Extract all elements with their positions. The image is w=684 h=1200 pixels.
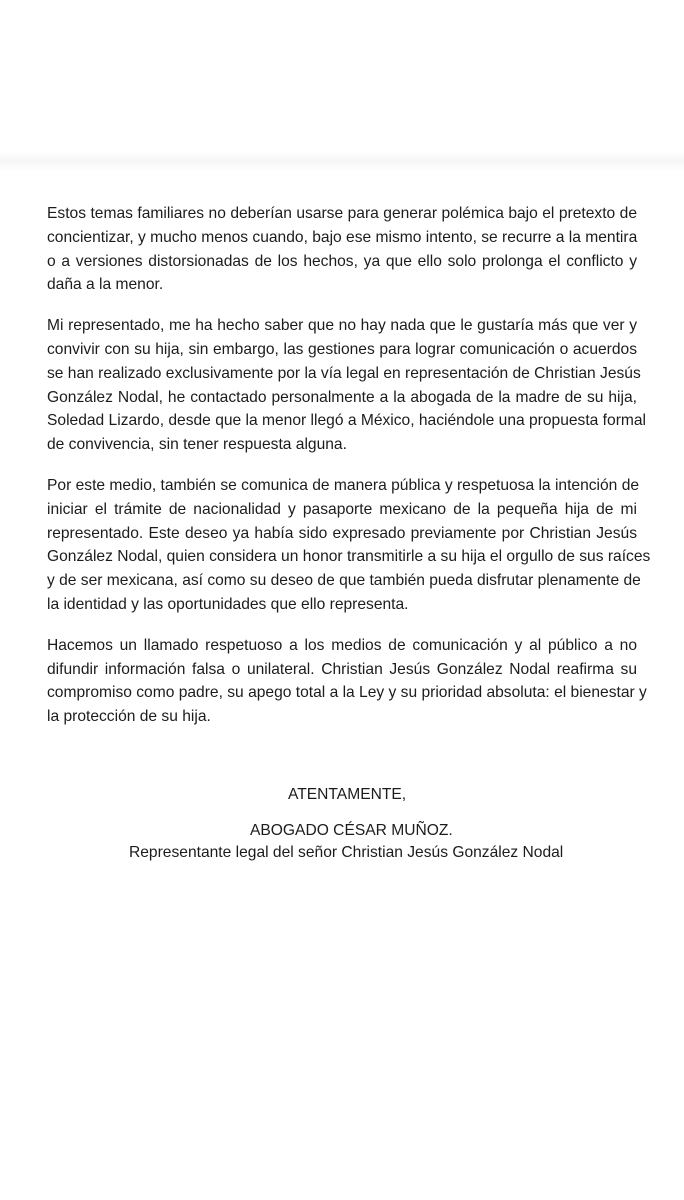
text-line: convivir con su hija, sin embargo, las gestiones para lograr comunicación o acuerdos xyxy=(47,340,637,358)
statement-body xyxy=(47,202,651,746)
text-line: Por este medio, también se comunica de manera pública y respetuosa la intención de xyxy=(47,476,640,494)
signatory-name: ABOGADO CÉSAR MUÑOZ. xyxy=(250,822,453,839)
text-line: Soledad Lizardo, desde que la menor llegó a México, haciéndole una propuesta formal xyxy=(47,412,647,430)
text-line: compromiso como padre, su apego total a la Ley y su prioridad absoluta: el bienestar y xyxy=(47,684,647,702)
signatory-title: Representante legal del señor Christian Jesús González Nodal xyxy=(129,844,564,861)
text-line: la protección de su hija. xyxy=(47,708,211,726)
text-line: González Nodal, quien considera un honor transmitirle a su hija el orgullo de sus raíces xyxy=(47,548,651,566)
text-line: concientizar, y mucho menos cuando, bajo ese mismo intento, se recurre a la mentira xyxy=(47,228,638,246)
text-line: iniciar el trámite de nacionalidad y pasaporte mexicano de la pequeña hija de mi xyxy=(47,500,637,518)
text-line: y de ser mexicana, así como su deseo de que también pueda disfrutar plenamente de xyxy=(47,572,641,590)
text-line: González Nodal, he contactado personalmente a la abogada de la madre de su hija, xyxy=(47,388,637,406)
text-line: se han realizado exclusivamente por la vía legal en representación de Christian Jesús xyxy=(47,364,641,382)
text-line: Estos temas familiares no deberían usarse para generar polémica bajo el pretexto de xyxy=(47,205,637,222)
text-line: o a versiones distorsionadas de los hechos, ya que ello solo prolonga el conflicto y xyxy=(47,252,637,270)
text-line: difundir información falsa o unilateral. Christian Jesús González Nodal reafirma su xyxy=(47,660,637,678)
text-line: representado. Este deseo ya había sido expresado previamente por Christian Jesús xyxy=(47,524,637,542)
paragraph-1 xyxy=(47,202,637,297)
paragraph-2 xyxy=(47,314,647,457)
top-divider-shadow xyxy=(0,150,684,172)
text-line: daña a la menor. xyxy=(47,276,164,294)
signature-closing: ATENTAMENTE, xyxy=(288,786,407,803)
text-line: Mi representado, me ha hecho saber que no hay nada que le gustaría más que ver y xyxy=(47,317,637,335)
text-line: Hacemos un llamado respetuoso a los medios de comunicación y al público a no xyxy=(47,636,637,654)
paragraph-3 xyxy=(47,474,651,617)
text-line: de convivencia, sin tener respuesta alguna. xyxy=(47,436,347,454)
paragraph-4 xyxy=(47,634,647,729)
text-line: la identidad y las oportunidades que ello representa. xyxy=(47,595,409,613)
